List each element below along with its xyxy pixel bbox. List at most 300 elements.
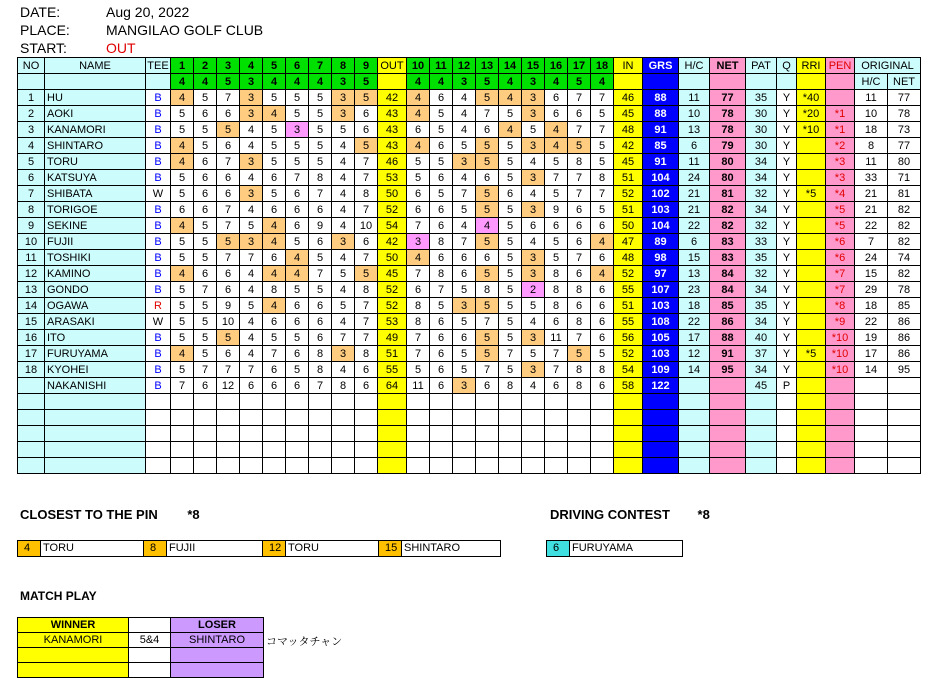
empty-cell	[888, 410, 921, 426]
hole-score: 5	[171, 250, 194, 266]
player-out: 45	[378, 266, 407, 282]
player-tee: W	[146, 186, 171, 202]
hole-score: 4	[545, 122, 568, 138]
hole-score: 7	[568, 186, 591, 202]
player-pat: 33	[746, 234, 777, 250]
player-row	[18, 298, 921, 314]
hole-score: 4	[407, 250, 430, 266]
player-name: KYOHEI	[45, 362, 146, 378]
hole-score: 4	[332, 314, 355, 330]
player-row	[18, 186, 921, 202]
player-orig-net: 86	[888, 346, 921, 362]
hole-score: 4	[263, 218, 286, 234]
player-orig-hc: 15	[855, 266, 888, 282]
player-orig-net: 82	[888, 234, 921, 250]
player-name: ARASAKI	[45, 314, 146, 330]
player-net: 85	[710, 298, 746, 314]
player-no: 4	[18, 138, 45, 154]
player-pat: 32	[746, 218, 777, 234]
player-pen	[826, 378, 855, 394]
hole-score: 4	[453, 122, 476, 138]
empty-cell	[888, 394, 921, 410]
hole-score: 11	[545, 330, 568, 346]
player-net: 82	[710, 202, 746, 218]
player-orig-hc: 24	[855, 250, 888, 266]
hole-score: 8	[545, 298, 568, 314]
empty-cell	[568, 442, 591, 458]
hole-score: 5	[430, 122, 453, 138]
empty-cell	[263, 426, 286, 442]
player-rri	[797, 170, 826, 186]
player-orig-hc: 22	[855, 314, 888, 330]
empty-cell	[855, 426, 888, 442]
player-grs: 97	[643, 266, 679, 282]
hole-score: 7	[568, 250, 591, 266]
empty-cell	[194, 458, 217, 474]
player-hc: 21	[679, 186, 710, 202]
player-q: P	[777, 378, 797, 394]
empty-cell	[240, 442, 263, 458]
empty-cell	[797, 442, 826, 458]
player-row	[18, 138, 921, 154]
hole-score: 4	[332, 170, 355, 186]
player-pen: *1	[826, 122, 855, 138]
empty-cell	[614, 74, 643, 90]
hole-score: 7	[407, 266, 430, 282]
player-pat: 32	[746, 266, 777, 282]
hole-score: 6	[194, 106, 217, 122]
par-cell: 4	[309, 74, 332, 90]
player-orig-net: 85	[888, 298, 921, 314]
empty-cell	[378, 426, 407, 442]
match-play-title: MATCH PLAY	[20, 589, 97, 603]
empty-cell	[777, 410, 797, 426]
player-name: AOKI	[45, 106, 146, 122]
player-no: 14	[18, 298, 45, 314]
hole-score: 5	[430, 106, 453, 122]
player-tee: B	[146, 378, 171, 394]
player-name: HU	[45, 90, 146, 106]
hole-score: 5	[499, 138, 522, 154]
hole-score: 5	[171, 106, 194, 122]
hole-score: 5	[522, 346, 545, 362]
empty-cell	[591, 426, 614, 442]
empty-cell	[614, 410, 643, 426]
player-out: 49	[378, 330, 407, 346]
empty-cell	[146, 410, 171, 426]
empty-cell	[171, 394, 194, 410]
hole-score: 4	[332, 202, 355, 218]
closest-to-pin-title-text: CLOSEST TO THE PIN	[20, 507, 158, 522]
scorecard-table	[17, 57, 921, 474]
hole-score: 5	[332, 122, 355, 138]
empty-cell	[888, 442, 921, 458]
player-orig-hc: 17	[855, 346, 888, 362]
player-out: 51	[378, 346, 407, 362]
empty-cell	[430, 410, 453, 426]
place-label: PLACE:	[20, 22, 70, 38]
hole-score: 7	[591, 90, 614, 106]
player-no: 16	[18, 330, 45, 346]
empty-cell	[476, 410, 499, 426]
player-orig-hc: 10	[855, 106, 888, 122]
hole-score: 6	[545, 314, 568, 330]
player-orig-net: 71	[888, 170, 921, 186]
player-q: Y	[777, 106, 797, 122]
header-row	[18, 58, 921, 74]
empty-cell	[710, 74, 746, 90]
player-tee: B	[146, 218, 171, 234]
player-grs: 88	[643, 90, 679, 106]
hole-score: 6	[476, 170, 499, 186]
player-pat: 30	[746, 106, 777, 122]
hole-score: 6	[430, 250, 453, 266]
empty-cell	[522, 426, 545, 442]
hole-score: 7	[545, 362, 568, 378]
empty-cell	[777, 394, 797, 410]
player-q: Y	[777, 314, 797, 330]
empty-cell	[476, 426, 499, 442]
hole-score: 6	[286, 202, 309, 218]
hole-score: 6	[407, 202, 430, 218]
empty-cell	[18, 458, 45, 474]
ctp-hole: 4	[18, 541, 41, 556]
hole-score: 5	[194, 346, 217, 362]
hole-score: 6	[194, 202, 217, 218]
hole-score: 5	[476, 266, 499, 282]
empty-cell	[355, 394, 378, 410]
empty-cell	[286, 442, 309, 458]
hole-score: 6	[194, 186, 217, 202]
player-no: 1	[18, 90, 45, 106]
hole-score: 6	[217, 266, 240, 282]
hole-score: 5	[522, 298, 545, 314]
empty-cell	[430, 394, 453, 410]
hole-header: 9	[355, 58, 378, 74]
hole-score: 6	[430, 202, 453, 218]
player-no: 5	[18, 154, 45, 170]
hole-score: 5	[332, 266, 355, 282]
col-header-name: NAME	[45, 58, 146, 74]
hole-score: 6	[591, 330, 614, 346]
hole-score: 8	[568, 314, 591, 330]
player-orig-net: 82	[888, 266, 921, 282]
player-out: 42	[378, 234, 407, 250]
hole-score: 7	[171, 378, 194, 394]
hole-score: 3	[240, 234, 263, 250]
hole-score: 5	[263, 90, 286, 106]
player-orig-net: 82	[888, 218, 921, 234]
hole-score: 3	[453, 298, 476, 314]
player-pat: 34	[746, 202, 777, 218]
hole-score: 8	[499, 378, 522, 394]
hole-score: 3	[332, 90, 355, 106]
player-out: 50	[378, 186, 407, 202]
empty-cell	[18, 394, 45, 410]
driving-name: FURUYAMA	[572, 542, 633, 554]
hole-score: 8	[332, 378, 355, 394]
hole-score: 7	[355, 250, 378, 266]
empty-cell	[217, 442, 240, 458]
hole-score: 5	[591, 138, 614, 154]
player-grs: 89	[643, 234, 679, 250]
player-tee: B	[146, 170, 171, 186]
player-tee: B	[146, 266, 171, 282]
player-q: Y	[777, 234, 797, 250]
empty-cell	[453, 410, 476, 426]
loser-header: LOSER	[171, 618, 264, 633]
player-no: 3	[18, 122, 45, 138]
hole-score: 5	[286, 138, 309, 154]
hole-score: 5	[217, 330, 240, 346]
hole-score: 3	[522, 330, 545, 346]
hole-score: 5	[499, 218, 522, 234]
player-no: 8	[18, 202, 45, 218]
hole-score: 5	[332, 298, 355, 314]
player-rri	[797, 218, 826, 234]
hole-score: 6	[286, 346, 309, 362]
player-orig-net: 86	[888, 314, 921, 330]
player-rri	[797, 314, 826, 330]
player-orig-net	[888, 378, 921, 394]
empty-cell	[194, 394, 217, 410]
player-hc: 22	[679, 314, 710, 330]
empty-cell	[309, 458, 332, 474]
player-net: 81	[710, 186, 746, 202]
hole-score: 10	[355, 218, 378, 234]
hole-score: 5	[568, 138, 591, 154]
player-out: 55	[378, 362, 407, 378]
player-out: 50	[378, 250, 407, 266]
player-no: 9	[18, 218, 45, 234]
driving-contest-title	[550, 507, 710, 522]
player-grs: 102	[643, 186, 679, 202]
player-name: SHINTARO	[45, 138, 146, 154]
player-in: 46	[614, 90, 643, 106]
player-net: 77	[710, 90, 746, 106]
col-header-grs: GRS	[643, 58, 679, 74]
empty-cell	[240, 410, 263, 426]
driving-entry	[546, 540, 683, 557]
hole-score: 7	[217, 90, 240, 106]
hole-score: 5	[545, 250, 568, 266]
hole-score: 6	[217, 138, 240, 154]
col-header-tee: TEE	[147, 59, 169, 72]
player-pat: 37	[746, 346, 777, 362]
player-pat: 34	[746, 282, 777, 298]
empty-cell	[476, 442, 499, 458]
hole-score: 4	[240, 314, 263, 330]
player-net: 79	[710, 138, 746, 154]
empty-cell	[499, 458, 522, 474]
hole-score: 3	[522, 106, 545, 122]
hole-score: 5	[476, 154, 499, 170]
hole-score: 5	[568, 346, 591, 362]
empty-cell	[826, 410, 855, 426]
player-row	[18, 362, 921, 378]
player-rri	[797, 282, 826, 298]
empty-cell	[568, 394, 591, 410]
hole-header: 12	[453, 58, 476, 74]
player-row	[18, 314, 921, 330]
date-row	[20, 4, 189, 20]
empty-row	[18, 442, 921, 458]
player-orig-net: 77	[888, 138, 921, 154]
player-in: 52	[614, 266, 643, 282]
empty-cell	[171, 442, 194, 458]
hole-score: 5	[286, 90, 309, 106]
player-out: 43	[378, 138, 407, 154]
empty-cell	[826, 74, 855, 90]
player-row	[18, 282, 921, 298]
driving-hole: 6	[547, 541, 570, 556]
empty-cell	[522, 394, 545, 410]
empty-cell	[430, 442, 453, 458]
player-q: Y	[777, 266, 797, 282]
hole-score: 5	[355, 266, 378, 282]
hole-score: 5	[171, 234, 194, 250]
player-row	[18, 346, 921, 362]
hole-score: 5	[545, 154, 568, 170]
empty-cell	[499, 442, 522, 458]
empty-cell	[643, 394, 679, 410]
hole-header: 8	[332, 58, 355, 74]
player-tee: B	[146, 106, 171, 122]
empty-cell	[614, 394, 643, 410]
empty-cell	[18, 426, 45, 442]
hole-score: 5	[430, 154, 453, 170]
hole-score: 7	[355, 330, 378, 346]
hole-score: 4	[240, 170, 263, 186]
player-rri: *5	[797, 186, 826, 202]
player-pat: 45	[746, 378, 777, 394]
hole-score: 5	[545, 234, 568, 250]
player-pen: *7	[826, 282, 855, 298]
player-pen: *3	[826, 170, 855, 186]
par-row	[18, 74, 921, 90]
empty-cell	[309, 426, 332, 442]
player-orig-hc: 33	[855, 170, 888, 186]
player-rri: *40	[797, 90, 826, 106]
empty-cell	[171, 458, 194, 474]
player-row	[18, 90, 921, 106]
player-net: 78	[710, 122, 746, 138]
hole-score: 5	[499, 314, 522, 330]
player-orig-hc: 22	[855, 218, 888, 234]
player-name: OGAWA	[45, 298, 146, 314]
hole-score: 5	[453, 314, 476, 330]
player-q: Y	[777, 186, 797, 202]
hole-score: 6	[545, 218, 568, 234]
player-hc: 17	[679, 330, 710, 346]
player-hc: 15	[679, 250, 710, 266]
player-grs: 98	[643, 250, 679, 266]
hole-score: 5	[499, 170, 522, 186]
hole-score: 5	[476, 138, 499, 154]
hole-score: 8	[545, 282, 568, 298]
player-pen: *6	[826, 250, 855, 266]
ctp-hole: 15	[379, 541, 402, 556]
hole-score: 5	[286, 106, 309, 122]
player-tee: B	[146, 282, 171, 298]
hole-score: 6	[568, 106, 591, 122]
player-orig-net: 86	[888, 330, 921, 346]
hole-score: 4	[332, 218, 355, 234]
empty-cell	[309, 410, 332, 426]
player-pen: *5	[826, 218, 855, 234]
hole-score: 4	[171, 346, 194, 362]
player-in: 55	[614, 282, 643, 298]
empty-cell	[545, 426, 568, 442]
hole-score: 6	[453, 266, 476, 282]
hole-score: 5	[194, 122, 217, 138]
hole-header: 5	[263, 58, 286, 74]
empty-cell	[263, 394, 286, 410]
player-tee: B	[146, 154, 171, 170]
player-rri	[797, 330, 826, 346]
hole-score: 5	[263, 186, 286, 202]
match-comment: コマッタチャン	[266, 635, 343, 648]
start-row	[20, 40, 136, 56]
hole-score: 4	[171, 218, 194, 234]
player-orig-net: 82	[888, 202, 921, 218]
hole-score: 6	[309, 234, 332, 250]
player-orig-net: 77	[888, 90, 921, 106]
par-cell: 3	[453, 74, 476, 90]
ctp-entry	[17, 540, 144, 557]
player-orig-hc: 18	[855, 122, 888, 138]
col-header-rri: RRI	[797, 58, 826, 74]
player-name: KAMINO	[45, 266, 146, 282]
empty-row	[18, 394, 921, 410]
player-pat: 40	[746, 330, 777, 346]
hole-score: 5	[453, 362, 476, 378]
empty-cell	[453, 442, 476, 458]
empty-cell	[591, 458, 614, 474]
player-pen: *5	[826, 202, 855, 218]
empty-cell	[888, 426, 921, 442]
hole-score: 6	[355, 378, 378, 394]
player-orig-net: 78	[888, 106, 921, 122]
empty-cell	[332, 426, 355, 442]
empty-cell	[18, 410, 45, 426]
player-orig-hc: 8	[855, 138, 888, 154]
empty-cell	[643, 74, 679, 90]
empty-cell	[355, 458, 378, 474]
hole-score: 7	[591, 186, 614, 202]
hole-score: 6	[309, 202, 332, 218]
empty-cell	[643, 442, 679, 458]
hole-score: 6	[568, 298, 591, 314]
hole-score: 8	[309, 170, 332, 186]
col-header-no: NO	[18, 58, 45, 74]
hole-score: 3	[332, 346, 355, 362]
empty-cell	[217, 458, 240, 474]
hole-header: 16	[545, 58, 568, 74]
player-pen: *9	[826, 314, 855, 330]
player-net: 91	[710, 346, 746, 362]
player-name: KATSUYA	[45, 170, 146, 186]
player-pat: 35	[746, 90, 777, 106]
hole-score: 5	[171, 314, 194, 330]
player-hc: 12	[679, 346, 710, 362]
hole-score: 4	[522, 186, 545, 202]
hole-score: 5	[407, 362, 430, 378]
hole-score: 6	[476, 250, 499, 266]
hole-score: 5	[499, 106, 522, 122]
hole-score: 7	[240, 250, 263, 266]
ctp-entry	[143, 540, 263, 557]
